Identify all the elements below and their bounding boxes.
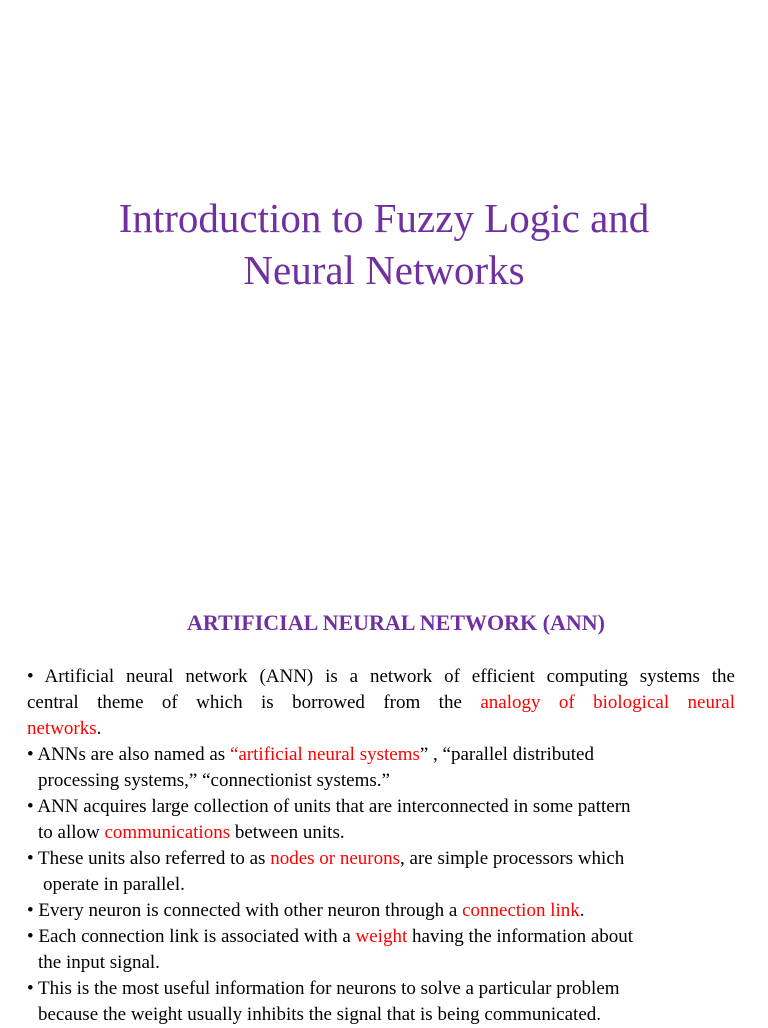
bullet-text: • ANNs are also named as — [27, 744, 230, 765]
bullet-line: • This is the most useful information for neurons to solve a particular problem — [27, 978, 620, 999]
bullet-text: • Each connection link is associated with a — [27, 926, 356, 947]
bullet-item — [27, 924, 735, 976]
bullet-item — [27, 794, 735, 846]
highlight-text: weight — [355, 926, 408, 947]
bullet-text: , are simple processors which — [400, 848, 625, 869]
bullet-line — [27, 898, 735, 924]
bullet-line — [27, 716, 735, 742]
bullet-text: to allow — [38, 822, 105, 843]
bullet-line — [27, 690, 735, 716]
bullet-text: having the information about — [407, 926, 634, 947]
section-heading: ARTIFICIAL NEURAL NETWORK (ANN) — [187, 610, 605, 635]
bullet-text: between units. — [230, 822, 345, 843]
bullet-line: because the weight usually inhibits the signal that is being communicated. — [38, 1004, 602, 1025]
bullet-text: • These units also referred to as — [27, 848, 271, 869]
bullet-line: processing systems,” “connectionist systems.” — [38, 770, 390, 791]
slide-title — [0, 192, 768, 296]
highlight-text: nodes or neurons — [270, 848, 401, 869]
bullet-line — [27, 820, 735, 846]
bullet-text: central theme of which is borrowed from the — [27, 692, 481, 713]
bullet-item — [27, 976, 735, 1028]
highlight-text: “artificial neural systems — [229, 744, 420, 765]
bullet-text: . — [579, 900, 585, 921]
highlight-text: networks — [27, 718, 97, 739]
bullet-text: ” , “parallel distributed — [419, 744, 594, 765]
highlight-text: communications — [104, 822, 231, 843]
bullet-list — [27, 664, 735, 1028]
bullet-line: operate in parallel. — [43, 874, 185, 895]
bullet-line: • ANN acquires large collection of units that are interconnected in some pattern — [27, 796, 631, 817]
bullet-item — [27, 846, 735, 898]
bullet-text: • Every neuron is connected with other neuron through a — [27, 900, 463, 921]
bullet-line — [27, 742, 735, 768]
bullet-line: • Artificial neural network (ANN) is a network of efficient computing systems the — [27, 666, 735, 687]
bullet-text: . — [96, 718, 102, 739]
bullet-item — [27, 664, 735, 742]
bullet-line — [27, 846, 735, 872]
bullet-item — [27, 742, 735, 794]
slide-title-line: Neural Networks — [243, 247, 525, 293]
highlight-text: connection link — [462, 900, 580, 921]
slide-title-line: Introduction to Fuzzy Logic and — [118, 195, 650, 241]
bullet-line — [27, 924, 735, 950]
bullet-item — [27, 898, 735, 924]
bullet-line: the input signal. — [38, 952, 160, 973]
highlight-text: analogy of biological neural — [480, 692, 735, 713]
